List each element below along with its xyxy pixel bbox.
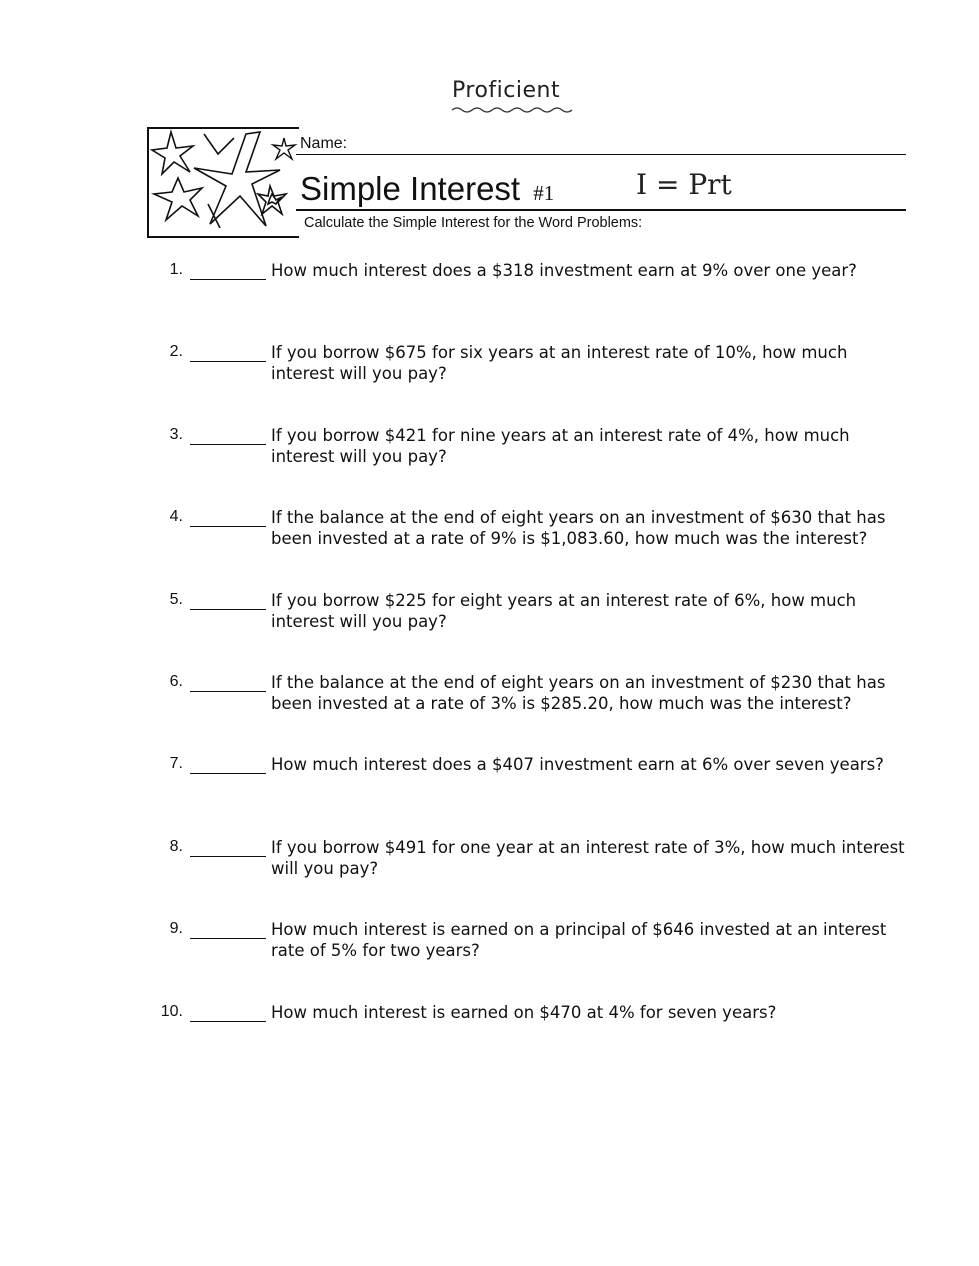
formula-annotation: I = Prt — [636, 168, 732, 201]
small-star-icon — [270, 136, 298, 162]
problem-text: How much interest is earned on a principal of $646 invested at an interest rate of 5% for two years? — [271, 920, 887, 960]
name-label: Name: — [300, 135, 348, 152]
answer-blank[interactable] — [190, 279, 266, 280]
problem-number: 10. — [160, 1003, 183, 1020]
answer-blank[interactable] — [190, 444, 266, 445]
problem-text: If the balance at the end of eight years on an investment of $230 that has been invested at a rate of 3% is $285.20, how much was the interest? — [271, 673, 886, 713]
answer-blank[interactable] — [190, 856, 266, 857]
answer-blank[interactable] — [190, 526, 266, 527]
problem-number: 6. — [169, 673, 183, 690]
problem-number: 8. — [169, 838, 183, 855]
answer-blank[interactable] — [190, 938, 266, 939]
answer-blank[interactable] — [190, 1021, 266, 1022]
answer-blank[interactable] — [190, 361, 266, 362]
title-divider — [296, 209, 906, 211]
title-row — [300, 170, 554, 208]
problem-text: If you borrow $225 for eight years at an interest rate of 6%, how much interest will you pay? — [271, 591, 857, 631]
problem-text: If you borrow $675 for six years at an interest rate of 10%, how much interest will you pay? — [271, 343, 848, 383]
problem-number: 4. — [169, 508, 183, 525]
answer-blank[interactable] — [190, 773, 266, 774]
problem-number: 1. — [169, 261, 183, 278]
problem-text: How much interest is earned on $470 at 4% for seven years? — [271, 1003, 777, 1022]
instructions: Calculate the Simple Interest for the Word Problems: — [304, 215, 643, 231]
problem-number: 7. — [169, 755, 183, 772]
level-label: Proficient — [452, 78, 561, 103]
answer-blank[interactable] — [190, 691, 266, 692]
problem-text: If you borrow $491 for one year at an interest rate of 3%, how much interest will you pay? — [271, 838, 905, 878]
problem-number: 3. — [169, 426, 183, 443]
worksheet-number: #1 — [533, 181, 555, 205]
wavy-underline-icon — [450, 105, 580, 115]
problem-number: 9. — [169, 920, 183, 937]
problem-text: How much interest does a $407 investment earn at 6% over seven years? — [271, 755, 884, 774]
problem-number: 2. — [169, 343, 183, 360]
page-title: Simple Interest — [300, 170, 521, 207]
problem-number: 5. — [169, 591, 183, 608]
name-field-line[interactable] — [296, 154, 906, 155]
problem-text: If the balance at the end of eight years on an investment of $630 that has been invested at a rate of 9% is $1,083.60, how much was the interest? — [271, 508, 886, 548]
problem-text: How much interest does a $318 investment earn at 9% over one year? — [271, 261, 857, 280]
answer-blank[interactable] — [190, 609, 266, 610]
problem-text: If you borrow $421 for nine years at an interest rate of 4%, how much interest will you pay? — [271, 426, 850, 466]
